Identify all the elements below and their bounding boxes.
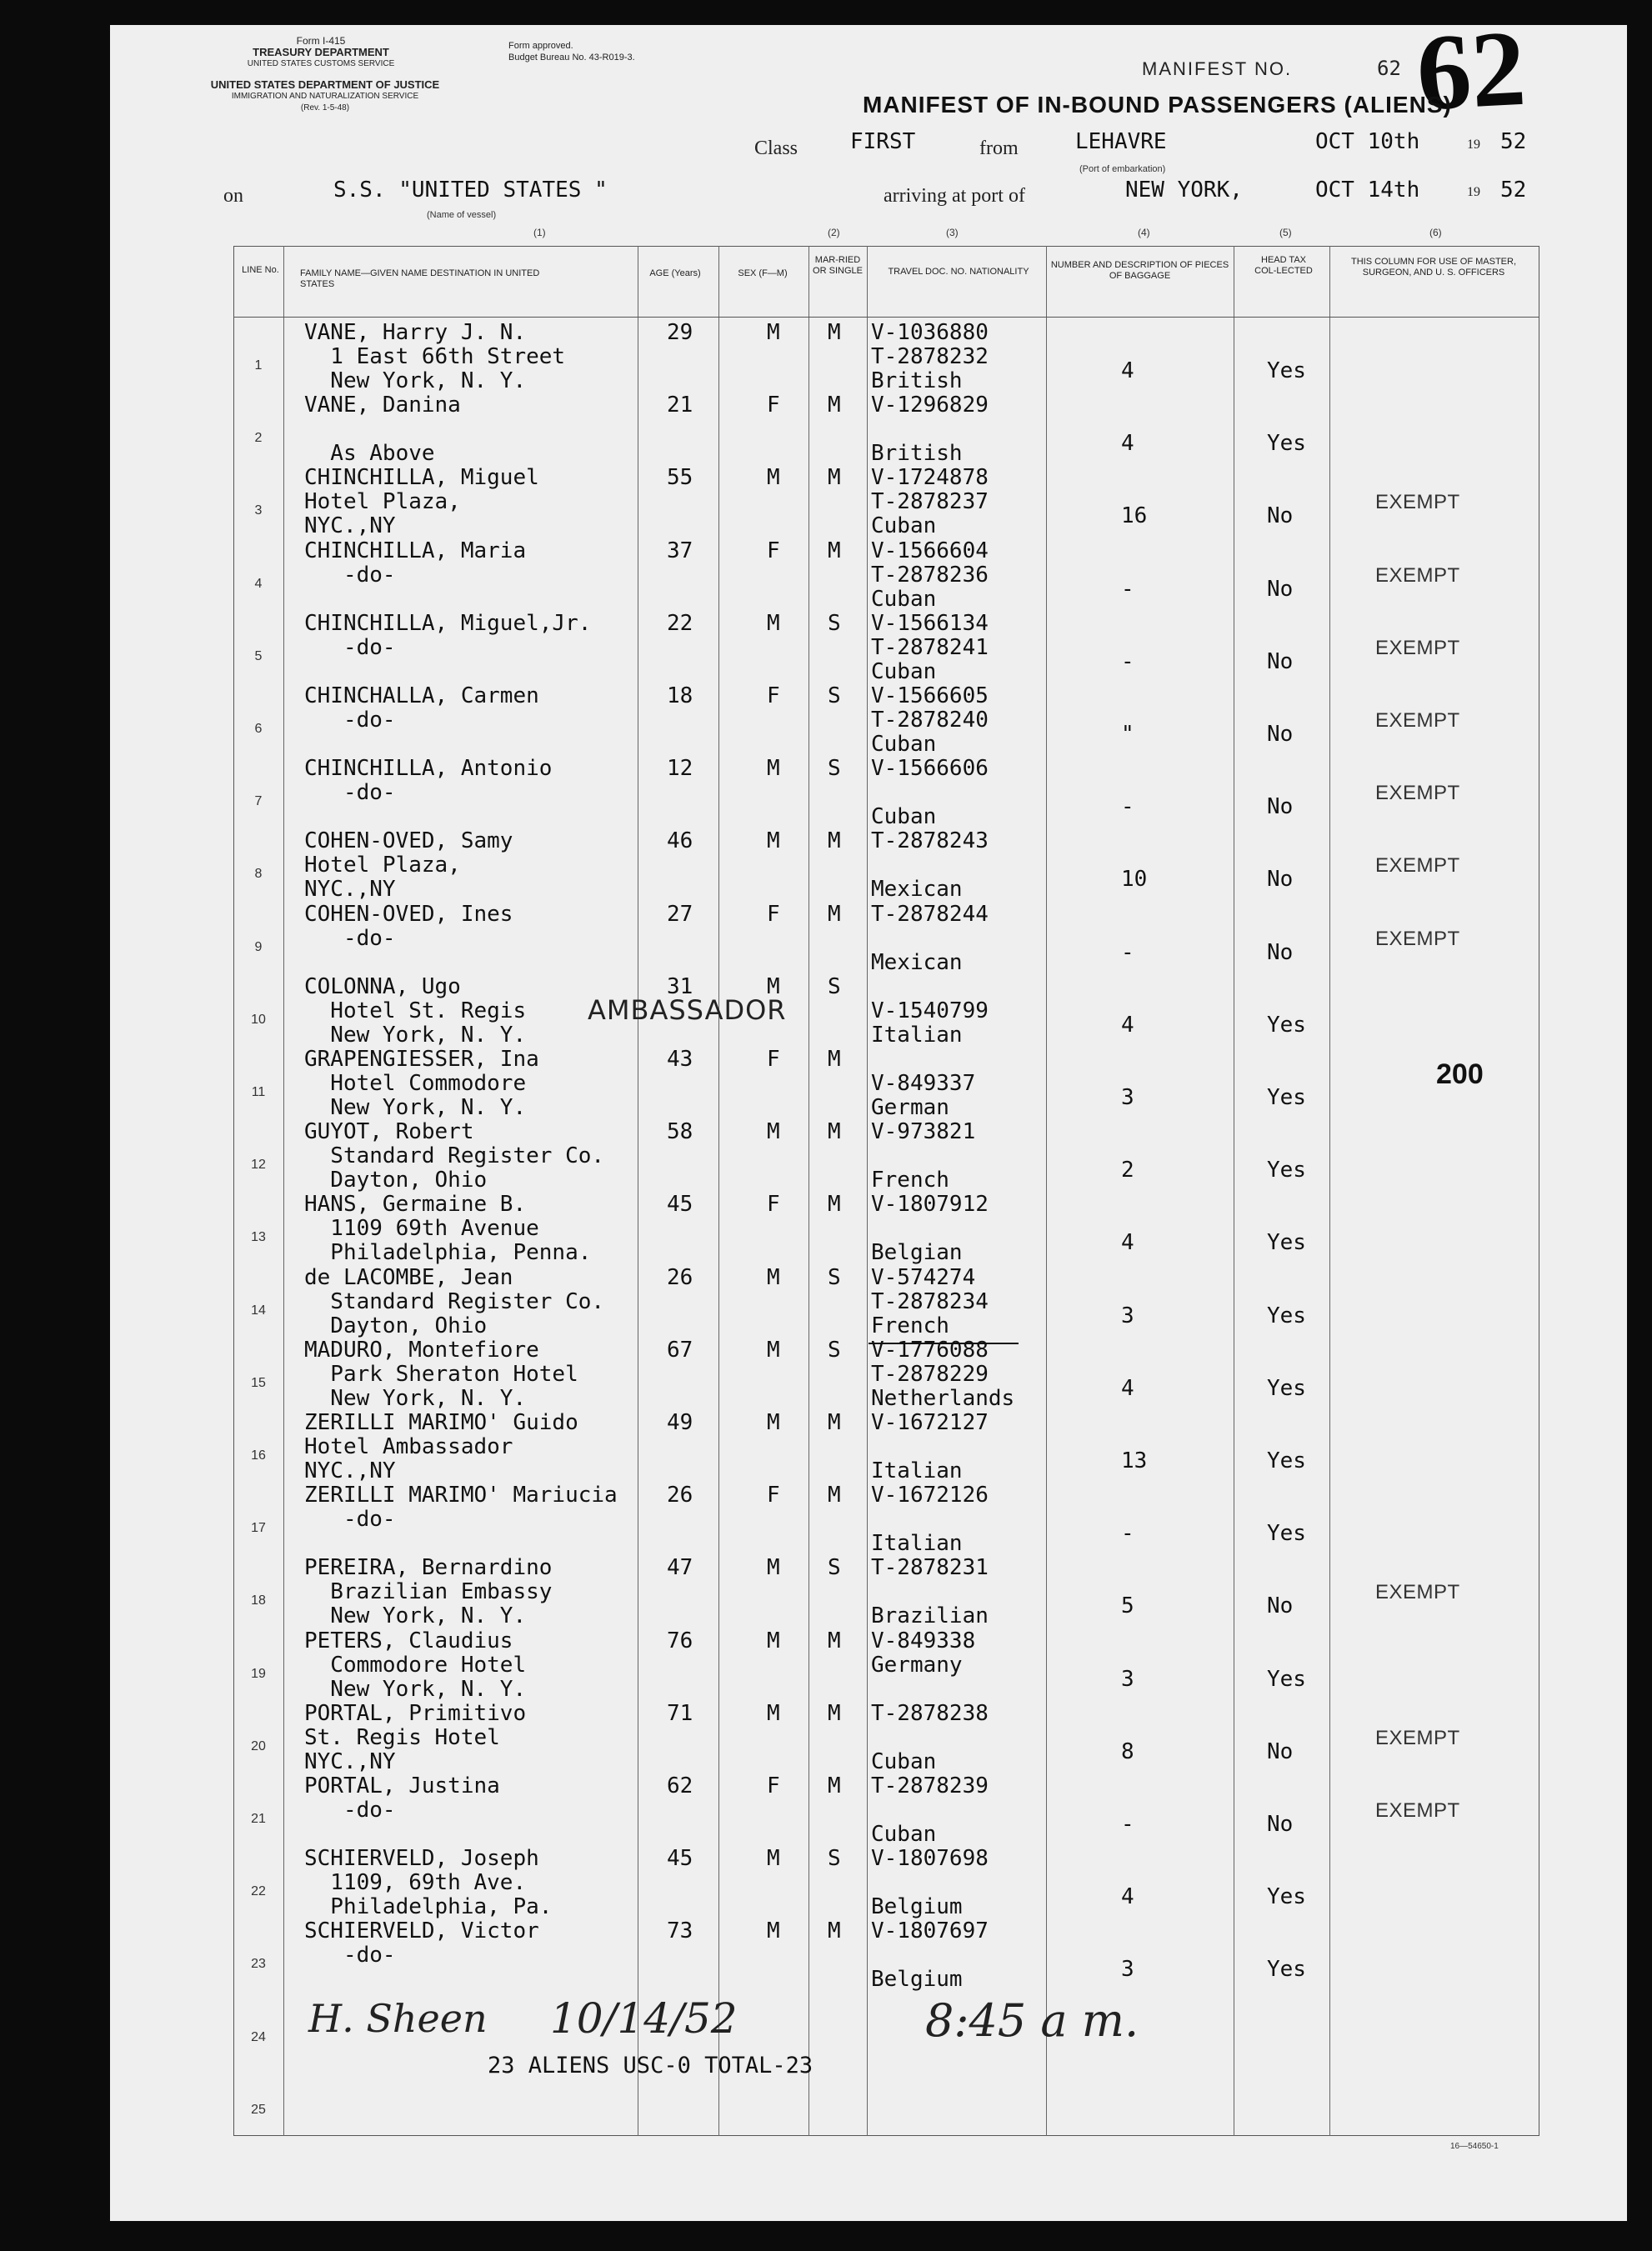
baggage-count: 8 [1121,1738,1134,1764]
header-age: AGE (Years) [649,268,701,278]
baggage-count: 16 [1121,503,1148,529]
baggage-count: " [1121,722,1134,747]
travel-doc: T-2878244 Mexican [871,901,989,975]
arrival-date: OCT 14th [1315,178,1420,203]
line-number: 4 [254,576,263,591]
travel-doc: V-849338 Germany [871,1628,976,1678]
passenger-age: 37 [667,538,693,563]
col-divider [1046,246,1047,2136]
travel-doc: T-2878243 Mexican [871,828,989,903]
baggage-count: - [1121,1521,1134,1547]
class-label: Class [754,138,798,159]
officer-exempt-stamp: EXEMPT [1375,1726,1460,1749]
head-tax: Yes [1267,1230,1306,1256]
line-number: 14 [251,1303,266,1318]
footer-code: 16—54650-1 [1450,2142,1499,2151]
passenger-sex: F [767,393,780,418]
travel-doc: V-1566606 Cuban [871,756,989,830]
passenger-marital: M [828,1047,841,1072]
line-number: 19 [251,1666,266,1681]
passenger-marital: M [828,1410,841,1435]
arrive-year-prefix: 19 [1467,185,1480,199]
passenger-sex: M [767,465,780,491]
passenger-marital: M [828,1628,841,1653]
passenger-sex: F [767,1047,780,1072]
passenger-age: 45 [667,1192,693,1218]
passenger-marital: M [828,901,841,927]
head-tax: Yes [1267,1303,1306,1328]
line-number: 8 [254,867,263,882]
header-rule [233,317,1539,318]
head-tax: Yes [1267,1666,1306,1692]
travel-doc: V-1540799 Italian [871,998,989,1048]
travel-doc: V-1296829 British [871,393,989,467]
passenger-marital: S [828,610,841,636]
header-name: FAMILY NAME—GIVEN NAME DESTINATION IN UNITED STATES [300,268,540,289]
head-tax: Yes [1267,1448,1306,1473]
passenger-marital: M [828,393,841,418]
passenger-name: GUYOT, Robert Standard Register Co. Dayton, Ohio [304,1119,605,1193]
passenger-sex: M [767,320,780,345]
passenger-sex: M [767,610,780,636]
depart-date: OCT 10th [1315,129,1420,154]
header-married: MAR-RIED OR SINGLE [813,255,863,276]
travel-doc: V-1036880 T-2878232 British [871,320,989,393]
passenger-name: COHEN-OVED, Samy Hotel Plaza, NYC.,NY [304,828,513,903]
class-value: FIRST [850,129,916,154]
form-identifier [213,35,429,70]
passenger-name: VANE, Danina As Above [304,393,461,467]
colnum-3: (3) [946,227,959,238]
header-sex: SEX (F—M) [738,268,788,278]
passenger-age: 21 [667,393,693,418]
travel-doc: V-574274 T-2878234 French [871,1264,989,1338]
passenger-age: 45 [667,1846,693,1872]
passenger-marital: S [828,1555,841,1581]
passenger-name: CHINCHILLA, Miguel Hotel Plaza, NYC.,NY [304,465,539,539]
passenger-marital: S [828,1264,841,1290]
head-tax: Yes [1267,358,1306,383]
baggage-count: 10 [1121,867,1148,893]
depart-year: 52 [1500,129,1527,154]
officer-exempt-stamp: EXEMPT [1375,782,1460,805]
colnum-1: (1) [533,227,546,238]
vessel-note: (Name of vessel) [427,210,497,220]
baggage-count: 4 [1121,1230,1134,1256]
passenger-name: PORTAL, Primitivo St. Regis Hotel NYC.,NY [304,1700,527,1774]
line-number: 18 [251,1593,266,1608]
line-number: 10 [251,1012,266,1027]
passenger-sex: F [767,1192,780,1218]
manifest-no-value: 62 [1377,57,1401,80]
line-number: 7 [254,794,263,809]
line-number: 6 [254,722,263,736]
passenger-name: MADURO, Montefiore Park Sheraton Hotel New York, N. Y. [304,1337,578,1411]
head-tax: No [1267,1812,1294,1837]
header-line-no: LINE No. [242,265,279,275]
passenger-sex: M [767,1700,780,1726]
justice-title: UNITED STATES DEPARTMENT OF JUSTICE [210,78,440,91]
passenger-age: 29 [667,320,693,345]
revision: (Rev. 1-5-48) [300,103,350,113]
inspector-signature: H. Sheen [308,1996,488,2041]
passenger-age: 26 [667,1264,693,1290]
baggage-count: 4 [1121,431,1134,457]
head-tax: No [1267,1593,1294,1619]
head-tax: No [1267,794,1294,820]
embarkation-note: (Port of embarkation) [1079,164,1166,174]
travel-doc: V-1566604 T-2878236 Cuban [871,538,989,612]
passenger-marital: S [828,1846,841,1872]
baggage-count: 4 [1121,1375,1134,1401]
head-tax: No [1267,939,1294,965]
on-label: on [223,185,243,207]
arrive-year: 52 [1500,178,1527,203]
officer-exempt-stamp: EXEMPT [1375,709,1460,732]
passenger-sex: M [767,1119,780,1145]
passenger-name: de LACOMBE, Jean Standard Register Co. Dayton, Ohio [304,1264,605,1338]
passenger-name: SCHIERVELD, Joseph 1109, 69th Ave. Philadelphia, Pa. [304,1846,553,1920]
line-number: 12 [251,1158,266,1173]
passenger-marital: M [828,828,841,854]
baggage-count: 3 [1121,1303,1134,1328]
travel-doc: V-1807912 Belgian [871,1192,989,1266]
line-number: 20 [251,1738,266,1753]
baggage-count: 2 [1121,1158,1134,1183]
header-officers: THIS COLUMN FOR USE OF MASTER, SURGEON, AND U. S. OFFICERS [1350,257,1516,278]
ins-title: IMMIGRATION AND NATURALIZATION SERVICE [231,92,419,101]
passenger-marital: M [828,465,841,491]
passenger-marital: S [828,683,841,708]
passenger-marital: M [828,1192,841,1218]
baggage-count: 4 [1121,1012,1134,1038]
passenger-age: 18 [667,683,693,708]
line-number: 24 [251,2029,266,2044]
passenger-age: 67 [667,1337,693,1363]
passenger-age: 49 [667,1410,693,1435]
travel-doc: V-1724878 T-2878237 Cuban [871,465,989,539]
col-divider [1329,246,1330,2136]
passenger-name: PETERS, Claudius Commodore Hotel New York, N. Y. [304,1628,527,1702]
head-tax: No [1267,503,1294,529]
passenger-age: 43 [667,1047,693,1072]
budget-bureau: Budget Bureau No. 43-R019-3. [508,53,635,63]
line-number: 11 [251,1085,266,1099]
signature-date: 10/14/52 [550,1994,738,2043]
head-tax: Yes [1267,1375,1306,1401]
passenger-sex: F [767,1483,780,1508]
manifest-no-label: MANIFEST NO. [1142,58,1293,79]
passenger-sex: M [767,1337,780,1363]
passenger-marital: M [828,538,841,563]
passenger-marital: M [828,1119,841,1145]
line-number: 17 [251,1521,266,1536]
passenger-sex: M [767,1846,780,1872]
baggage-count: - [1121,648,1134,674]
baggage-count: 5 [1121,1593,1134,1619]
colnum-6: (6) [1429,227,1442,238]
header-head-tax: HEAD TAX COL-LECTED [1254,255,1313,276]
travel-doc: T-2878238 Cuban [871,1700,989,1774]
passenger-name: CHINCHALLA, Carmen -do- [304,683,539,733]
vessel-name: S.S. "UNITED STATES " [333,178,608,203]
col-divider [718,246,719,2136]
baggage-count: - [1121,1812,1134,1837]
line-number: 13 [251,1230,266,1245]
form-number: Form I-415 [296,35,346,47]
passenger-age: 26 [667,1483,693,1508]
officer-stamp-200: 200 [1436,1058,1484,1090]
passenger-sex: M [767,828,780,854]
head-tax: Yes [1267,1957,1306,1983]
travel-doc: V-1807698 Belgium [871,1846,989,1920]
travel-doc: V-1566605 T-2878240 Cuban [871,683,989,757]
passenger-age: 76 [667,1628,693,1653]
passenger-name: PORTAL, Justina -do- [304,1773,500,1823]
passenger-marital: M [828,1483,841,1508]
head-tax: No [1267,648,1294,674]
passenger-name: ZERILLI MARIMO' Mariucia -do- [304,1483,618,1533]
baggage-count: - [1121,939,1134,965]
colnum-4: (4) [1138,227,1150,238]
from-label: from [979,138,1019,159]
passenger-age: 31 [667,973,693,999]
travel-doc: T-2878239 Cuban [871,1773,989,1847]
arrival-port: NEW YORK, [1125,178,1243,203]
baggage-count: - [1121,576,1134,602]
officer-exempt-stamp: EXEMPT [1375,1581,1460,1604]
head-tax: Yes [1267,1012,1306,1038]
line-number: 22 [251,1884,266,1899]
passenger-sex: M [767,1918,780,1944]
passenger-age: 22 [667,610,693,636]
head-tax: No [1267,1738,1294,1764]
passenger-age: 58 [667,1119,693,1145]
passenger-name: ZERILLI MARIMO' Guido Hotel Ambassador NYC.,NY [304,1410,578,1483]
baggage-count: 4 [1121,1884,1134,1910]
head-tax: No [1267,722,1294,747]
head-tax: Yes [1267,1521,1306,1547]
travel-doc: V-1566134 T-2878241 Cuban [871,610,989,684]
passenger-sex: M [767,1264,780,1290]
depart-year-prefix: 19 [1467,138,1480,152]
line-number: 25 [251,2102,266,2117]
travel-doc: V-1807697 Belgium [871,1918,989,1993]
head-tax: Yes [1267,1158,1306,1183]
officer-exempt-stamp: EXEMPT [1375,491,1460,514]
passenger-marital: M [828,320,841,345]
arriving-label: arriving at port of [884,185,1025,207]
baggage-count: 3 [1121,1957,1134,1983]
baggage-count: 13 [1121,1448,1148,1473]
passenger-name: GRAPENGIESSER, Ina Hotel Commodore New York, N. Y. [304,1047,539,1120]
officer-exempt-stamp: EXEMPT [1375,636,1460,659]
total-aliens: 23 ALIENS USC-0 TOTAL-23 [488,2053,813,2078]
passenger-marital: M [828,1773,841,1798]
passenger-marital: M [828,1918,841,1944]
officer-exempt-stamp: EXEMPT [1375,563,1460,587]
head-tax: No [1267,576,1294,602]
line-number: 2 [254,431,263,446]
passenger-sex: F [767,683,780,708]
treasury-department: TREASURY DEPARTMENT [253,46,389,58]
passenger-name: COLONNA, Ugo Hotel St. Regis New York, N. Y. [304,973,527,1048]
travel-doc: T-2878231 Brazilian [871,1555,989,1629]
approved-text: Form approved. [508,41,573,51]
passenger-marital: M [828,1700,841,1726]
baggage-count: - [1121,794,1134,820]
officer-exempt-stamp: EXEMPT [1375,1799,1460,1822]
passenger-sex: M [767,973,780,999]
passenger-sex: M [767,756,780,782]
passenger-sex: F [767,538,780,563]
head-tax: Yes [1267,1085,1306,1110]
passenger-age: 71 [667,1700,693,1726]
passenger-name: CHINCHILLA, Miguel,Jr. -do- [304,610,592,660]
header-travel-doc: TRAVEL DOC. NO. NATIONALITY [888,267,1029,277]
line-number: 1 [254,358,263,373]
colnum-5: (5) [1279,227,1292,238]
head-tax: No [1267,867,1294,893]
colnum-2: (2) [828,227,840,238]
passenger-name: VANE, Harry J. N. 1 East 66th Street New York, N. Y. [304,320,566,393]
passenger-sex: M [767,1410,780,1435]
stamp-number: 62 [1414,8,1529,134]
passenger-sex: F [767,1773,780,1798]
passenger-marital: S [828,1337,841,1363]
travel-doc: V-849337 German [871,1071,976,1120]
passenger-name: PEREIRA, Bernardino Brazilian Embassy New York, N. Y. [304,1555,553,1629]
line-number: 5 [254,648,263,663]
from-value: LEHAVRE [1075,129,1167,154]
signature-time: 8:45 a m. [925,1994,1139,2047]
passenger-sex: F [767,901,780,927]
head-tax: Yes [1267,1884,1306,1910]
travel-doc: V-973821 French [871,1119,976,1193]
passenger-marital: S [828,756,841,782]
passenger-name: CHINCHILLA, Antonio -do- [304,756,553,806]
line-number: 16 [251,1448,266,1463]
passenger-age: 55 [667,465,693,491]
line-number: 21 [251,1812,266,1826]
passenger-name: HANS, Germaine B. 1109 69th Avenue Philadelphia, Penna. [304,1192,592,1266]
baggage-count: 3 [1121,1085,1134,1110]
passenger-age: 62 [667,1773,693,1798]
handwritten-ambassador: AMBASSADOR [588,994,787,1026]
justice-department [108,79,542,114]
passenger-age: 27 [667,901,693,927]
col-divider [283,246,284,2136]
officer-exempt-stamp: EXEMPT [1375,854,1460,878]
baggage-count: 3 [1121,1666,1134,1692]
line-number: 23 [251,1957,266,1972]
passenger-age: 73 [667,1918,693,1944]
travel-doc: V-1672126 Italian [871,1483,989,1557]
officer-exempt-stamp: EXEMPT [1375,927,1460,950]
passenger-name: CHINCHILLA, Maria -do- [304,538,527,588]
passenger-age: 12 [667,756,693,782]
passenger-age: 47 [667,1555,693,1581]
col-divider [867,246,868,2136]
form-approval [508,40,635,63]
strikethrough-mark [869,1343,1019,1344]
line-number: 15 [251,1375,266,1390]
passenger-age: 46 [667,828,693,854]
passenger-name: COHEN-OVED, Ines -do- [304,901,513,951]
passenger-name: SCHIERVELD, Victor -do- [304,1918,539,1968]
manifest-title: MANIFEST OF IN-BOUND PASSENGERS (ALIENS) [863,92,1452,118]
customs-service: UNITED STATES CUSTOMS SERVICE [247,59,395,68]
header-baggage: NUMBER AND DESCRIPTION OF PIECES OF BAGGAGE [1050,260,1229,281]
passenger-marital: S [828,973,841,999]
line-number: 3 [254,503,263,518]
passenger-sex: M [767,1555,780,1581]
travel-doc: V-1672127 Italian [871,1410,989,1483]
head-tax: Yes [1267,431,1306,457]
line-number: 9 [254,939,263,954]
travel-doc: V-1776088 T-2878229 Netherlands [871,1337,1015,1411]
col-divider [808,246,809,2136]
baggage-count: 4 [1121,358,1134,383]
passenger-sex: M [767,1628,780,1653]
